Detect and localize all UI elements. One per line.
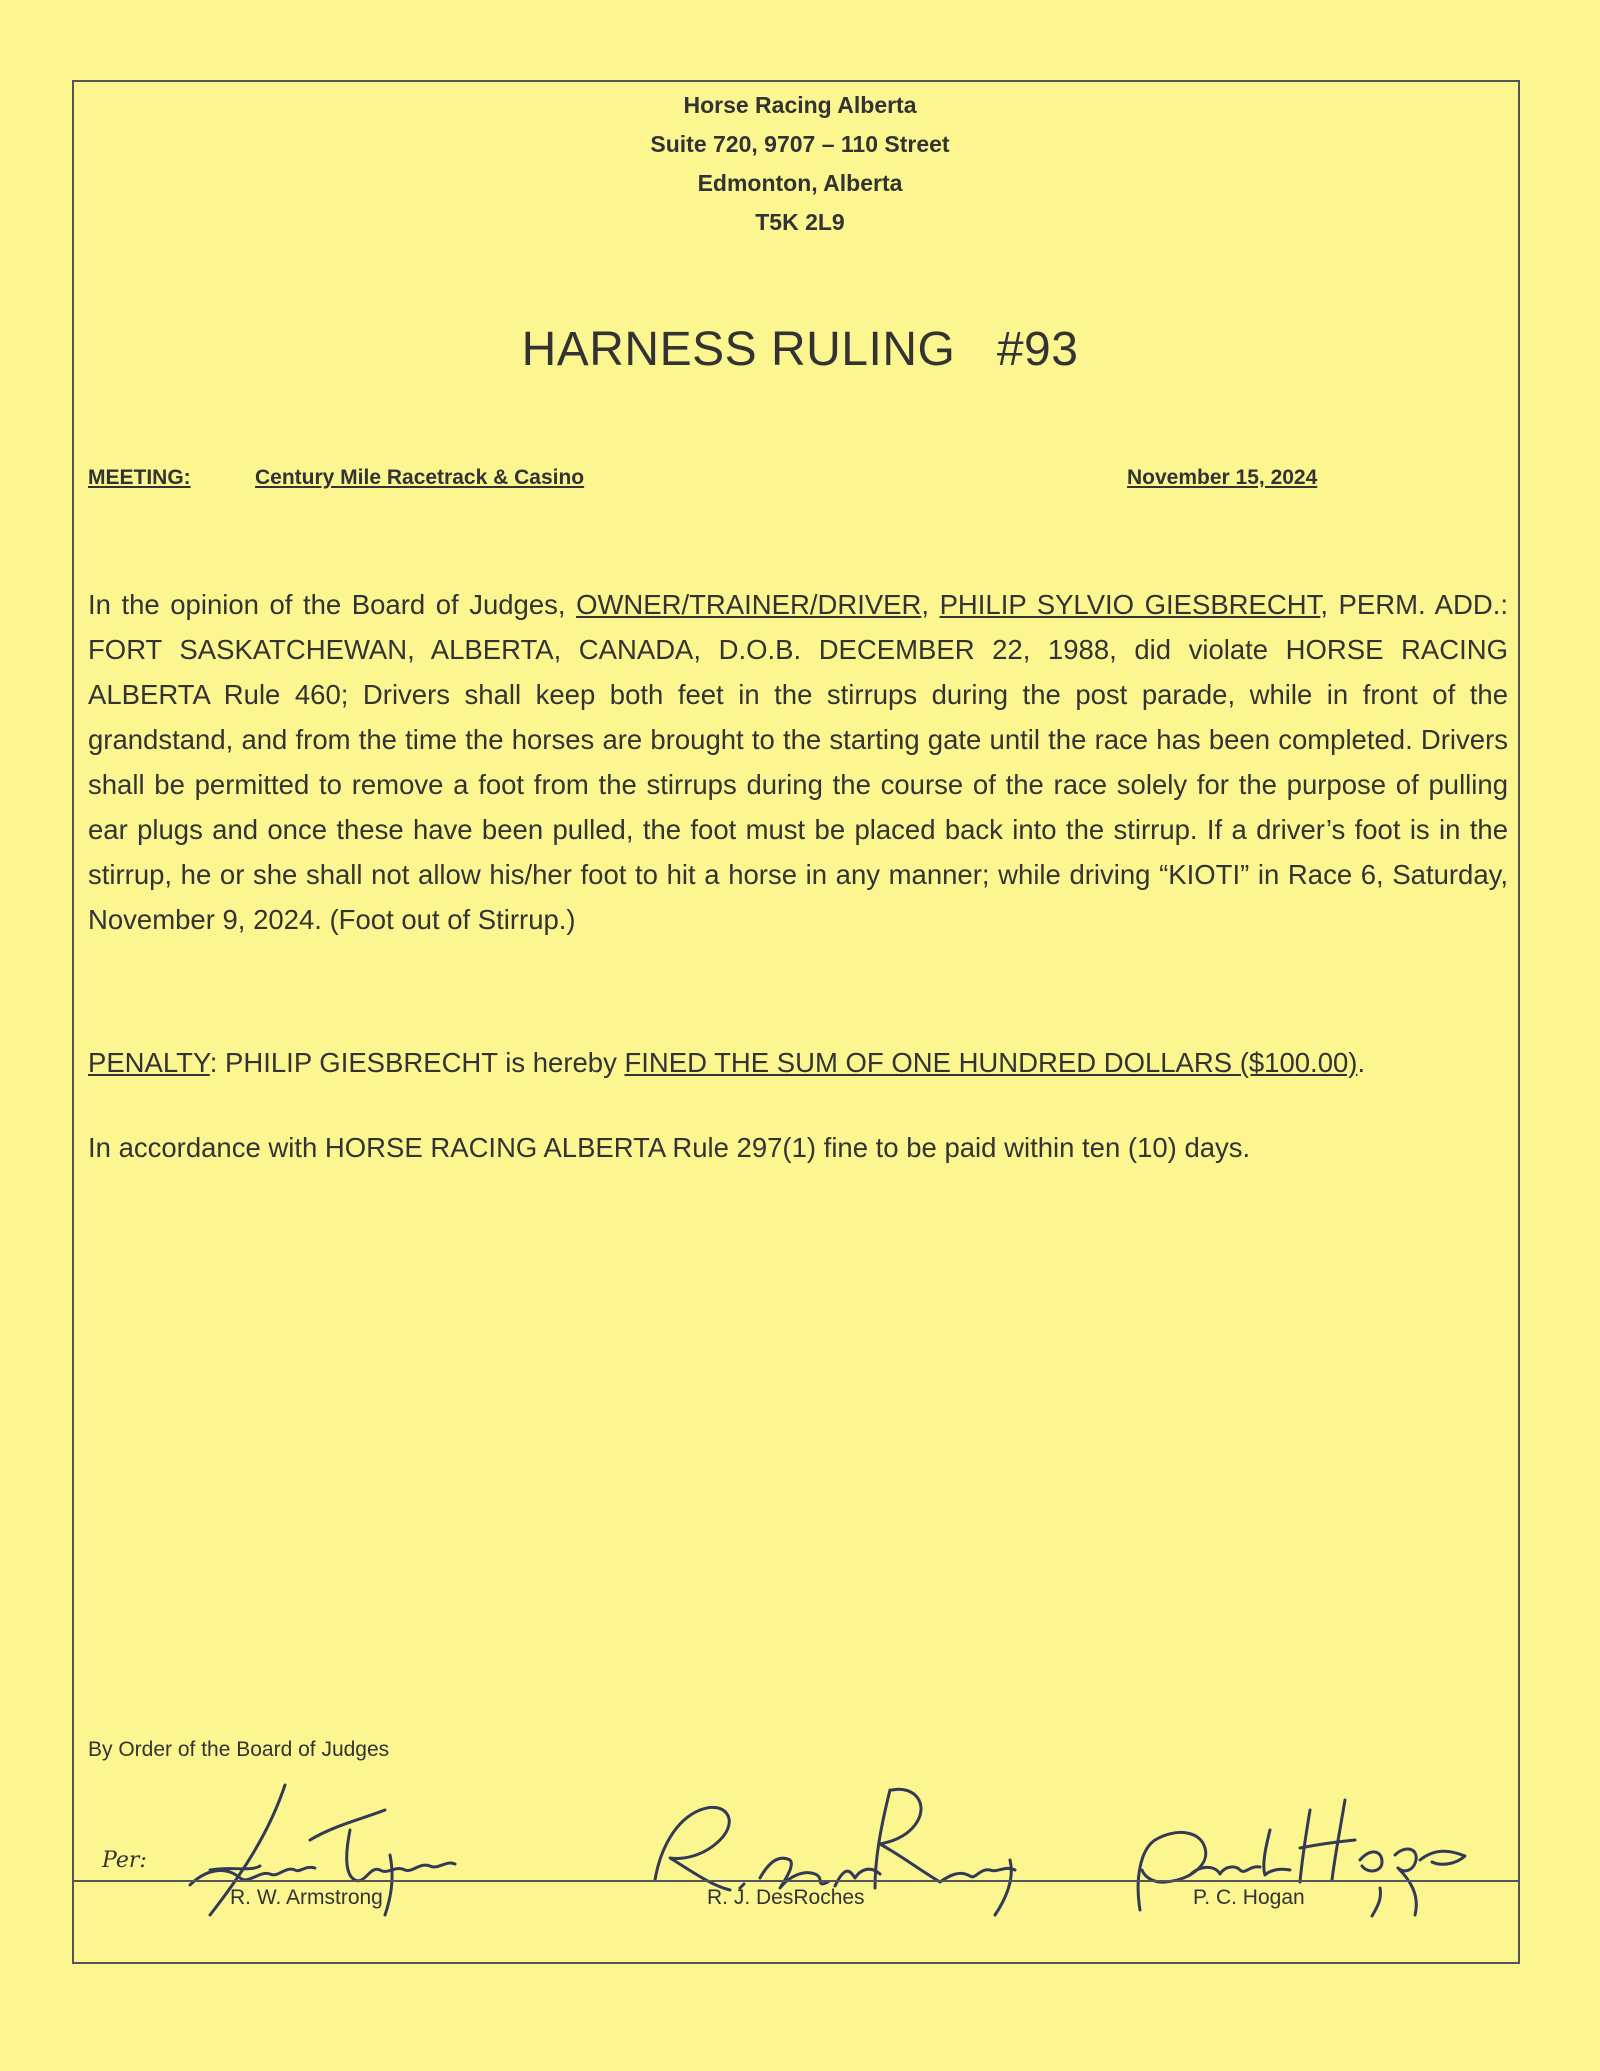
address-line-1: Suite 720, 9707 – 110 Street	[650, 131, 950, 157]
ruling-title: HARNESS RULING #93	[521, 323, 1079, 376]
meeting-line	[0, 466, 1600, 496]
address-line-2: Edmonton, Alberta	[697, 170, 903, 196]
body-intro: In the opinion of the Board of Judges,	[88, 589, 577, 620]
penalty-line	[88, 1040, 1508, 1085]
letterhead	[0, 86, 1600, 242]
judge-name-hogan: P. C. Hogan	[1193, 1886, 1305, 1909]
meeting-date: November 15, 2024	[1127, 466, 1318, 489]
penalty-fine: FINED THE SUM OF ONE HUNDRED DOLLARS ($100.00)	[624, 1047, 1358, 1078]
signature-prefix: Per:	[102, 1848, 147, 1873]
penalty-end: .	[1357, 1047, 1366, 1078]
licensee-name: PHILIP SYLVIO GIESBRECHT	[939, 589, 1321, 620]
body-rest: , PERM. ADD.: FORT SASKATCHEWAN, ALBERTA, CANADA, D.O.B. DECEMBER 22, 1988, did violate HORSE RACING ALBERTA Rule 460; Drivers shall keep both feet in the stirrups during the post parade, while in front of the grandstand, and from the time the horses are brought to the starting gate until the race has been completed. Drivers shall be permitted to remove a foot from the stirrups during the course of the race solely for the purpose of pulling ear plugs and once these have been pulled, the foot must be placed back into the stirrup. If a driver’s foot is in the stirrup, he or she shall not allow his/her foot to hit a horse in any manner; while driving “KIOTI” in Race 6, Saturday, November 9, 2024. (Foot out of Stirrup.)	[88, 589, 1509, 935]
body-separator: ,	[921, 589, 940, 620]
penalty-label: PENALTY	[88, 1047, 210, 1078]
judge-name-armstrong: R. W. Armstrong	[230, 1886, 383, 1909]
penalty-text: : PHILIP GIESBRECHT is hereby	[209, 1047, 625, 1078]
licensee-role: OWNER/TRAINER/DRIVER	[576, 589, 922, 620]
order-line: By Order of the Board of Judges	[88, 1738, 390, 1761]
ruling-body	[88, 582, 1508, 942]
org-name: Horse Racing Alberta	[683, 92, 917, 118]
payment-note: In accordance with HORSE RACING ALBERTA Rule 297(1) fine to be paid within ten (10) days.	[88, 1132, 1251, 1163]
meeting-venue: Century Mile Racetrack & Casino	[255, 466, 585, 489]
meeting-label: MEETING:	[88, 466, 191, 489]
postal-code: T5K 2L9	[755, 209, 845, 235]
signature-rule	[72, 1880, 1520, 1882]
judge-name-desroches: R. J. DesRoches	[707, 1886, 865, 1909]
